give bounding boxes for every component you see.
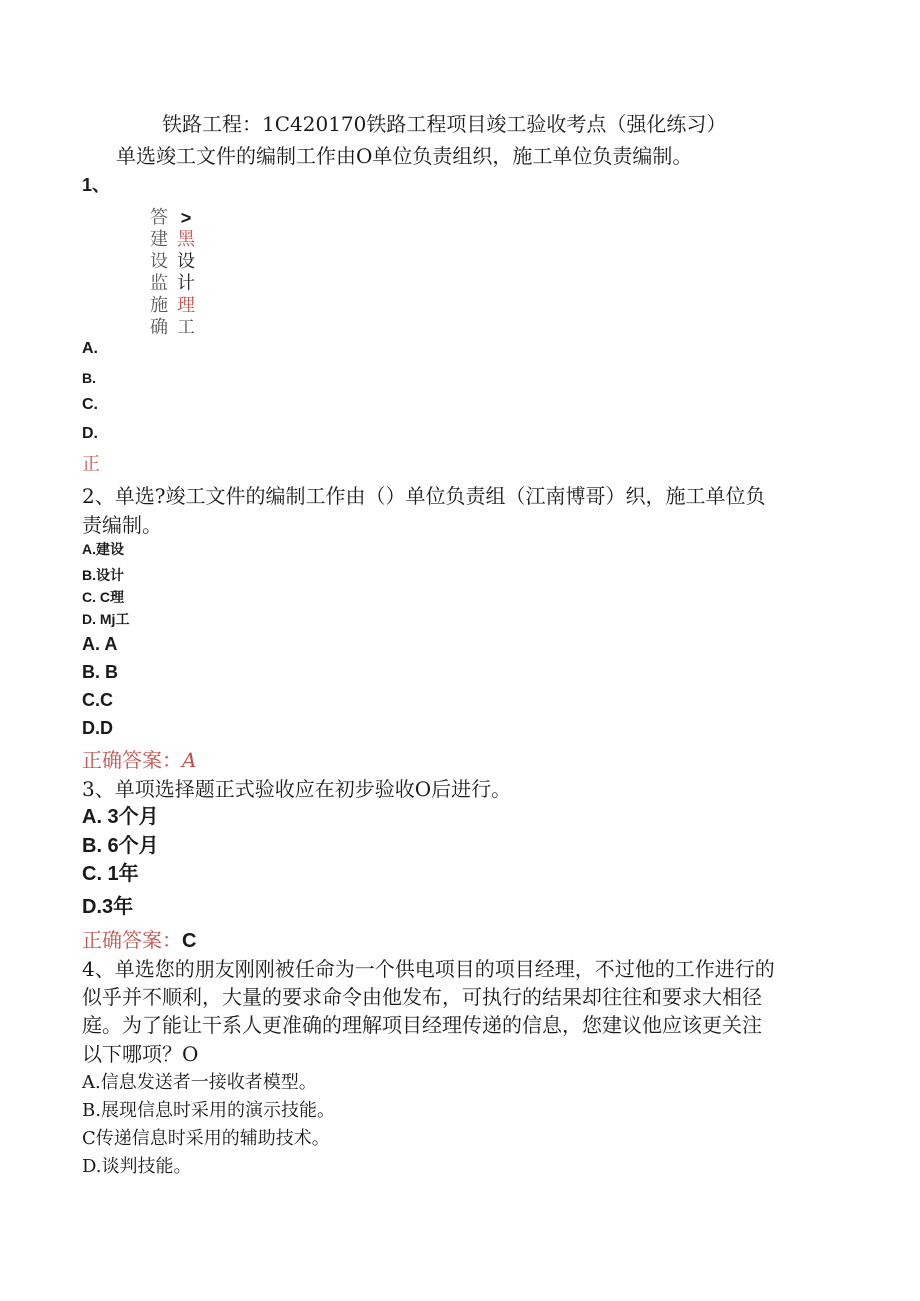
q1-col1-char: 答 (150, 207, 168, 228)
q2-small-option-c: C. C理 (82, 589, 124, 605)
q2-small-option-b: B.设计 (82, 567, 124, 583)
q1-option-b: B. (82, 370, 96, 386)
page-title: 铁路工程：1C420170铁路工程项目竣工验收考点（强化练习） (162, 112, 727, 136)
q2-small-option-a: A.建设 (82, 541, 124, 557)
q3-option-d: D.3年 (82, 896, 134, 918)
q3-option-c: C. 1年 (82, 863, 139, 885)
q1-col2-char: > (180, 208, 192, 228)
q1-col1-char: 施 (150, 295, 168, 316)
q3-option-a: A. 3个月 (82, 806, 159, 828)
q3-option-b: B. 6个月 (82, 835, 159, 857)
q1-option-d: D. (82, 425, 98, 442)
q2-answer-value: A (182, 748, 197, 772)
q4-stem-line-4: 以下哪项？O (82, 1042, 199, 1066)
q2-answer-label: 正确答案： (82, 748, 182, 772)
q1-col2-char: 黑 (177, 229, 195, 250)
q1-vertical-column-1 (149, 207, 169, 339)
q2-option-d: D.D (82, 718, 113, 738)
q1-stem: 单选竣工文件的编制工作由O单位负责组织，施工单位负责编制。 (116, 144, 693, 168)
q2-option-b: B. B (82, 662, 118, 682)
q1-col2-char: 工 (177, 317, 195, 338)
q1-col2-char: 设 (177, 251, 195, 272)
q4-option-b: B.展现信息时采用的演示技能。 (82, 1100, 335, 1121)
q4-stem-line-3: 庭。为了能让干系人更准确的理解项目经理传递的信息，您建议他应该更关注 (82, 1013, 762, 1037)
q2-option-a: A. A (82, 634, 118, 654)
q1-col2-char: 理 (177, 295, 195, 316)
q4-option-d: D.谈判技能。 (82, 1156, 192, 1177)
q1-col1-char: 设 (150, 251, 168, 272)
q1-number: 1、 (82, 175, 111, 195)
q1-col2-char: 计 (177, 273, 195, 294)
q1-option-a: A. (82, 340, 98, 357)
q3-answer (82, 930, 196, 951)
q4-option-c: C传递信息时采用的辅助技术。 (82, 1128, 330, 1149)
q3-stem: 3、单项选择题正式验收应在初步验收O后进行。 (82, 777, 512, 801)
q2-stem-line-2: 责编制。 (82, 513, 162, 537)
q2-small-option-d: D. Mj工 (82, 611, 130, 627)
q1-vertical-column-2 (176, 207, 196, 339)
q1-answer-label: 正 (82, 454, 100, 475)
q1-col1-char: 确 (150, 317, 168, 338)
q2-stem-line-1: 2、单选?竣工文件的编制工作由（）单位负责组（江南博哥）织，施工单位负 (82, 484, 766, 508)
q3-answer-value: C (182, 930, 197, 952)
q1-col1-char: 监 (150, 273, 168, 294)
q4-option-a: A.信息发送者一接收者模型。 (82, 1072, 317, 1093)
q3-answer-label: 正确答案： (82, 928, 182, 952)
q2-answer (82, 750, 196, 770)
q4-stem-line-2: 似乎并不顺利，大量的要求命令由他发布，可执行的结果却往往和要求大相径 (82, 985, 762, 1009)
q1-col1-char: 建 (150, 229, 168, 250)
q4-stem-line-1: 4、单选您的朋友刚刚被任命为一个供电项目的项目经理，不过他的工作进行的 (82, 957, 775, 981)
q2-option-c: C.C (82, 690, 113, 710)
q1-option-c: C. (82, 396, 98, 413)
